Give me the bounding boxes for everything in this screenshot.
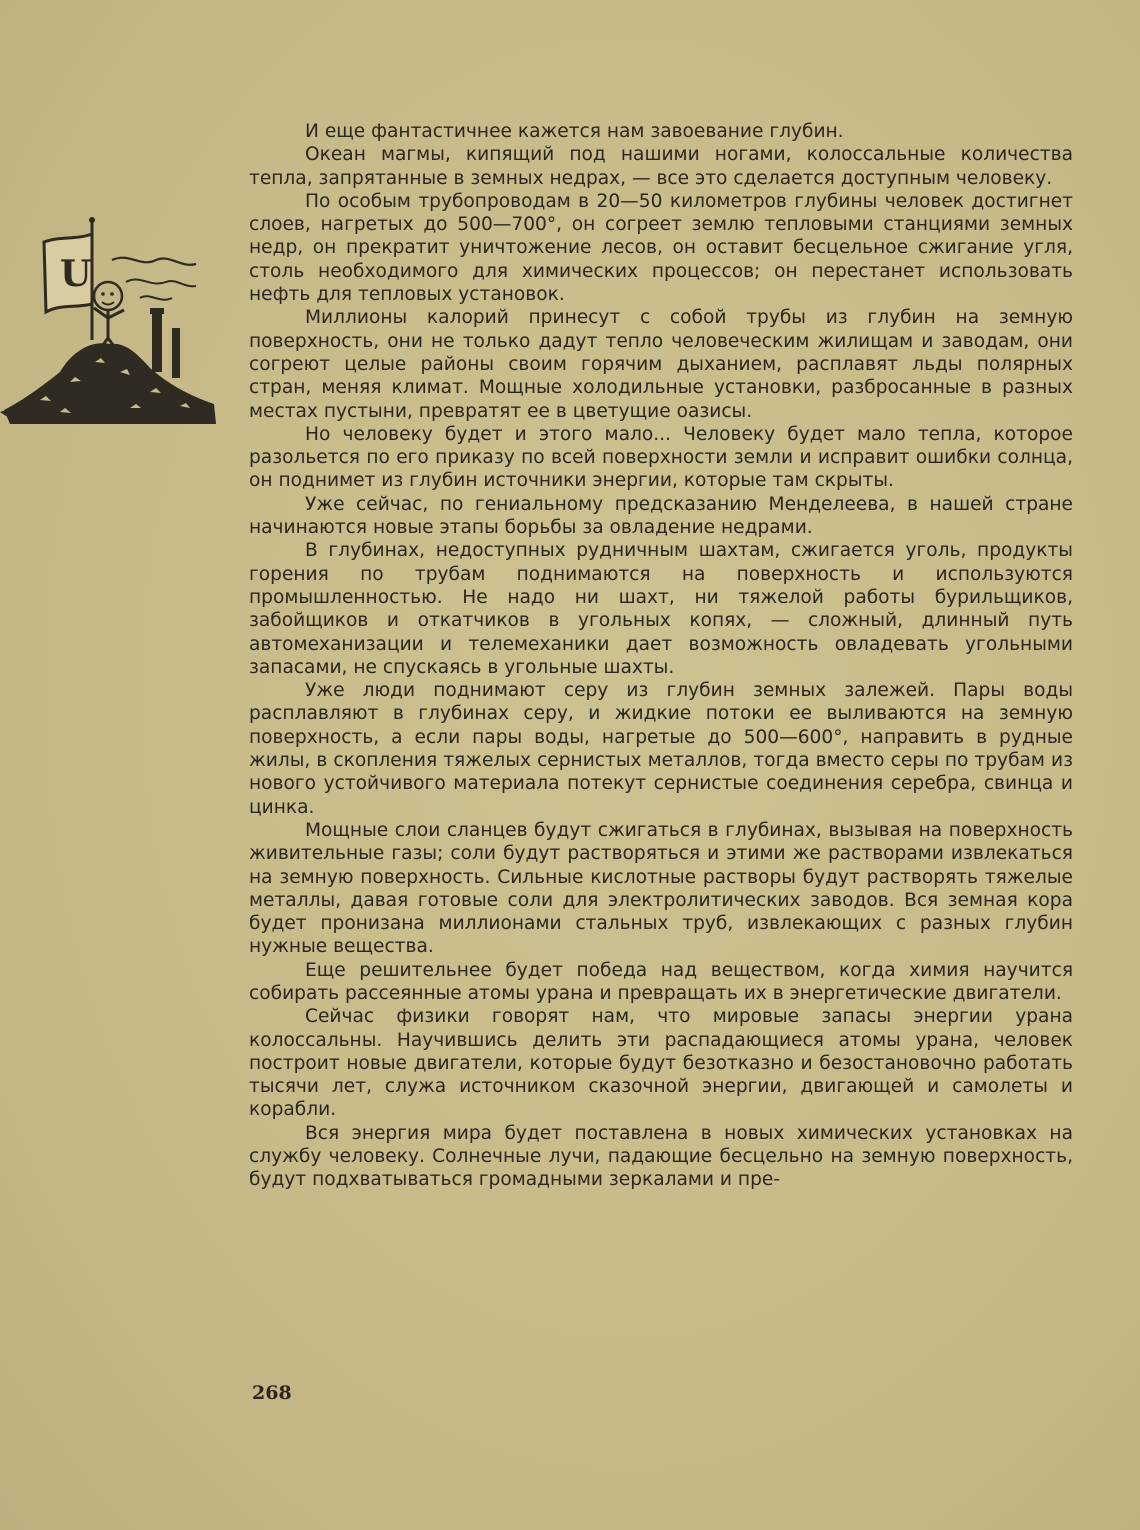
paragraph: Вся энергия мира будет поставлена в новых химических установках на службу человеку. Солнечные лучи, падающие бесцельно на земную поверхность, будут подхватываться громадными зеркалами и пре- xyxy=(249,1122,1073,1191)
paragraph: Мощные слои сланцев будут сжигаться в глубинах, вызывая на поверхность живительные газы; соли будут растворяться и этими же растворами извлекаться на земную поверхность. Сильные кислотные растворы будут растворять тяжелые металлы, давая готовые соли для электролитических заводов. Вся земная кора будет пронизана миллионами стальных труб, извлекающих с разных глубин нужные вещества. xyxy=(249,819,1073,958)
uranium-flag-figure-icon xyxy=(0,212,222,452)
flag-letter: U xyxy=(60,253,92,295)
paragraph: По особым трубопроводам в 20—50 километров глубины человек достигнет слоев, нагретых до 500—700°, он согреет землю тепловыми станциями земных недр, он прекратит уничтожение лесов, он оставит бесцельное сжигание угля, столь необходимого для химических процессов; он перестанет использовать нефть для тепловых установок. xyxy=(249,190,1073,306)
paragraph: В глубинах, недоступных рудничным шахтам, сжигается уголь, продукты горения по трубам поднимаются на поверхность и используются промышленностью. Не надо ни шахт, ни тяжелой работы бурильщиков, забойщиков и откатчиков в угольных копях, — сложный, длинный путь автомеханизации и телемеханики дает возможность овладевать угольными запасами, не спускаясь в угольные шахты. xyxy=(249,540,1073,678)
paragraph: И еще фантастичнее кажется нам завоевание глубин. xyxy=(305,121,844,142)
body-text xyxy=(249,120,1073,1192)
paragraph: Уже люди поднимают серу из глубин земных залежей. Пары воды расплавляют в глубинах серу, и жидкие потоки ее выливаются на земную поверхность, а если пары воды, нагретые до 500—600°, направить в рудные жилы, в скопления тяжелых сернистых металлов, тогда вместо серы по трубам из нового устойчивого материала потекут сернистые соединения серебра, свинца и цинка. xyxy=(249,680,1073,818)
paragraph: Но человеку будет и этого мало... Человеку будет мало тепла, которое разольется по его приказу по всей поверхности земли и исправит ошибки солнца, он поднимет из глубин источники энергии, которые там скрыты. xyxy=(249,423,1073,492)
paragraph: Уже сейчас, по гениальному предсказанию Менделеева, в нашей стране начинаются новые этапы борьбы за овладение недрами. xyxy=(249,493,1073,539)
paragraph: Сейчас физики говорят нам, что мировые запасы энергии урана колоссальны. Научившись делить эти распадающиеся атомы урана, человек построит новые двигатели, которые будут безотказно и безостановочно работать тысячи лет, служа источником сказочной энергии, двигающей и самолеты и корабли. xyxy=(249,1006,1073,1121)
paragraph: Миллионы калорий принесут с собой трубы из глубин на земную поверхность, они не только дадут тепло человеческим жилищам и заводам, они согреют целые районы своим горячим дыханием, расплавят льды полярных стран, меняя климат. Мощные холодильные установки, разбросанные в разных местах пустыни, превратят ее в цветущие оазисы. xyxy=(249,307,1073,422)
page-number: 268 xyxy=(252,1382,292,1404)
paragraph: Океан магмы, кипящий под нашими ногами, колоссальные количества тепла, запрятанные в земных недрах, — все это сделается доступным человеку. xyxy=(249,144,1073,189)
paragraph: Еще решительнее будет победа над веществом, когда химия научится собирать рассеянные атомы урана и превращать их в энергетические двигатели. xyxy=(249,959,1073,1004)
